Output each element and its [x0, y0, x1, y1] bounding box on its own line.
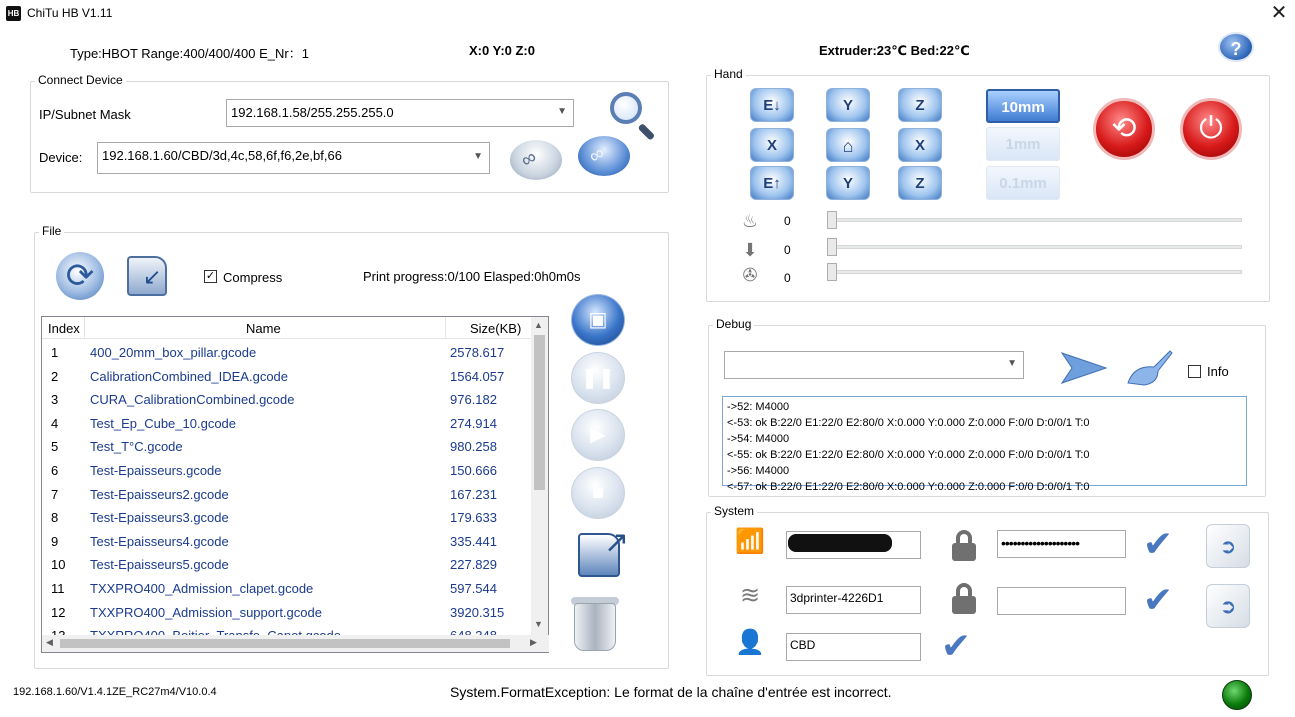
row-file-size: 274.914 — [450, 415, 497, 431]
row-file-size: 2578.617 — [450, 345, 505, 360]
info-label: Info — [1207, 364, 1229, 379]
position-readout: X:0 Y:0 Z:0 — [469, 43, 535, 58]
device-label: Device: — [39, 150, 83, 165]
close-icon[interactable]: ✕ — [1270, 2, 1288, 24]
print-progress: Print progress:0/100 Elasped:0h0m0s — [363, 269, 581, 284]
row-index: 12 — [51, 604, 66, 620]
scroll-thumb[interactable] — [534, 335, 545, 490]
sd-export-button[interactable]: ↗ — [574, 525, 634, 585]
connect-device-legend: Connect Device — [35, 73, 126, 87]
table-row[interactable] — [42, 412, 532, 436]
fan-speed-value: 0 — [784, 271, 791, 285]
row-file-name: Test-Epaisseurs.gcode — [90, 463, 222, 478]
table-row[interactable] — [42, 388, 532, 412]
row-index: 4 — [51, 415, 59, 431]
table-row[interactable] — [42, 483, 532, 507]
column-index[interactable]: Index — [48, 321, 80, 336]
pause-button[interactable] — [571, 352, 625, 404]
upload-to-sd-button[interactable]: ↙ — [125, 252, 175, 300]
row-file-size: 3920.315 — [450, 604, 505, 620]
power-off-button[interactable] — [1180, 98, 1242, 160]
table-row[interactable] — [42, 506, 532, 530]
extruder-slider-track[interactable] — [828, 218, 1242, 222]
print-button[interactable] — [571, 294, 625, 346]
extruder-target-value: 0 — [784, 214, 791, 228]
table-row[interactable] — [42, 553, 532, 577]
row-file-size: 227.829 — [450, 557, 497, 573]
row-file-size: 167.231 — [450, 486, 497, 502]
column-name[interactable]: Name — [246, 321, 281, 336]
printer-type-info: Type:HBOT Range:400/400/400 E_Nr：1 — [70, 46, 309, 61]
error-message: System.FormatException: Le format de la chaîne d'entrée est incorrect. — [450, 684, 892, 700]
row-index: 10 — [51, 557, 66, 573]
chain-link-icon: ∞ — [517, 145, 541, 173]
chevron-down-icon: ▼ — [473, 151, 483, 162]
log-line: ->54: M4000 — [727, 433, 790, 445]
broom-icon — [1124, 347, 1174, 387]
extruder-slider-thumb[interactable] — [827, 211, 837, 229]
refresh-icon: ⟳ — [65, 257, 95, 295]
table-row[interactable] — [42, 577, 532, 601]
extrude-down-button[interactable]: E↓ — [750, 88, 794, 122]
scroll-down-icon[interactable]: ▼ — [534, 619, 543, 629]
redacted-ap-name — [788, 534, 892, 552]
stop-icon: ■ — [591, 482, 605, 504]
ip-subnet-value: 192.168.1.58/255.255.255.0 — [231, 105, 394, 120]
row-file-name: TXXPRO400_Admission_support.gcode — [90, 604, 322, 620]
help-icon[interactable]: ? — [1218, 32, 1254, 62]
table-row[interactable] — [42, 601, 532, 625]
row-file-name: TXXPRO400_Admission_clapet.gcode — [90, 581, 314, 596]
lock-icon — [950, 530, 978, 562]
file-list[interactable] — [41, 316, 549, 653]
username-input[interactable]: CBD — [786, 633, 921, 661]
home-button[interactable]: ⌂ — [826, 128, 870, 162]
row-file-size: 980.258 — [450, 439, 497, 455]
row-file-name: Test_Ep_Cube_10.gcode — [90, 415, 237, 431]
access-point-icon: 📶 — [735, 528, 765, 555]
row-file-name: Test-Epaisseurs4.gcode — [90, 533, 229, 549]
fan-icon: ✇ — [742, 265, 758, 285]
z-minus-button[interactable]: Z — [898, 166, 942, 200]
power-icon: ⏻ — [1199, 112, 1223, 145]
fan-slider-thumb[interactable] — [827, 263, 837, 281]
log-line: ->52: M4000 — [727, 401, 790, 413]
connect-button[interactable] — [578, 136, 630, 176]
device-combo[interactable] — [97, 142, 490, 174]
refresh-files-button[interactable] — [56, 252, 104, 300]
wifi-password-input[interactable] — [997, 587, 1126, 615]
bed-slider-thumb[interactable] — [827, 238, 837, 256]
bed-target-value: 0 — [784, 243, 791, 257]
stop-button[interactable] — [571, 467, 625, 519]
row-file-size: 597.544 — [450, 581, 497, 596]
ap-password-input[interactable]: •••••••••••••••••••• — [997, 530, 1126, 558]
compress-label: Compress — [223, 270, 283, 285]
chevron-down-icon: ▼ — [1007, 358, 1017, 369]
row-index: 1 — [51, 345, 59, 360]
debug-legend: Debug — [713, 317, 754, 331]
table-row[interactable] — [42, 459, 532, 483]
row-file-name: Test-Epaisseurs3.gcode — [90, 510, 229, 526]
row-file-size: 976.182 — [450, 392, 497, 408]
scroll-left-icon[interactable]: ◀ — [46, 637, 53, 647]
row-file-size: 150.666 — [450, 463, 497, 478]
delete-file-button[interactable] — [566, 595, 626, 655]
checkmark-icon: ✔ — [940, 625, 972, 666]
debug-log[interactable] — [722, 396, 1247, 493]
lock-icon — [950, 583, 978, 615]
temperature-readout: Extruder:23℃ Bed:22℃ — [819, 43, 970, 58]
log-line: <-57: ok B:22/0 E1:22/0 E2:80/0 X:0.000 Y:0.000 Z:0.000 F:0/0 D:0/0/1 T:0 — [727, 481, 1090, 493]
log-line: <-53: ok B:22/0 E1:22/0 E2:80/0 X:0.000 Y:0.000 Z:0.000 F:0/0 D:0/0/1 T:0 — [727, 417, 1090, 429]
row-index: 2 — [51, 368, 59, 384]
save-icon: ➲ — [1219, 596, 1237, 618]
connect-device-group — [30, 73, 669, 193]
device-value: 192.168.1.60/CBD/3d,4c,58,6f,f6,2e,bf,66 — [102, 148, 342, 163]
step-1mm-button[interactable]: 1mm — [986, 127, 1060, 161]
table-row[interactable] — [42, 341, 532, 365]
table-row[interactable] — [42, 435, 532, 459]
row-index: 9 — [51, 533, 59, 549]
checkmark-icon: ✔ — [1142, 523, 1174, 564]
confirm-ap-button[interactable] — [1130, 523, 1186, 564]
disconnect-button[interactable] — [510, 140, 562, 180]
row-index: 11 — [51, 581, 65, 596]
user-icon: 👤 — [735, 629, 765, 656]
title-bar — [0, 0, 1295, 28]
x-minus-button[interactable]: X — [750, 128, 794, 162]
x-plus-button[interactable]: X — [898, 128, 942, 162]
device-address-status: 192.168.1.60/V1.4.1ZE_RC27m4/V10.0.4 — [13, 686, 217, 698]
step-0.1mm-button[interactable]: 0.1mm — [986, 166, 1060, 200]
row-file-name: CURA_CalibrationCombined.gcode — [90, 392, 295, 408]
horizontal-scrollbar[interactable] — [42, 635, 549, 652]
flame-icon: ♨ — [741, 211, 759, 231]
row-index: 3 — [51, 392, 59, 408]
vertical-scrollbar[interactable] — [531, 317, 548, 635]
reset-icon: ⟲ — [1111, 112, 1137, 145]
resume-button[interactable] — [571, 409, 625, 461]
checkmark-icon: ✔ — [1142, 579, 1174, 620]
compress-checkbox[interactable]: ✓ — [205, 270, 216, 282]
y-plus-button[interactable]: Y — [826, 88, 870, 122]
hand-legend: Hand — [711, 67, 746, 81]
table-row[interactable] — [42, 530, 532, 554]
window-title: ChiTu HB V1.11 — [27, 6, 113, 20]
bed-slider-track[interactable] — [828, 245, 1242, 249]
send-icon — [1060, 349, 1108, 387]
chevron-down-icon: ▼ — [557, 106, 567, 117]
table-row[interactable] — [42, 365, 532, 389]
scroll-thumb[interactable] — [60, 639, 510, 648]
scroll-up-icon[interactable]: ▲ — [534, 320, 543, 330]
log-line: <-55: ok B:22/0 E1:22/0 E2:80/0 X:0.000 Y:0.000 Z:0.000 F:0/0 D:0/0/1 T:0 — [727, 449, 1090, 461]
ip-subnet-combo[interactable] — [226, 99, 574, 127]
fan-slider-track[interactable] — [828, 270, 1242, 274]
chain-link-icon: ∞ — [585, 141, 609, 169]
log-line: ->56: M4000 — [727, 465, 790, 477]
search-device-button[interactable] — [608, 90, 656, 140]
row-file-name: 400_20mm_box_pillar.gcode — [90, 345, 257, 360]
connection-status-led — [1222, 680, 1252, 710]
wifi-ssid-input[interactable]: 3dprinter-4226D1 — [786, 586, 921, 614]
print-icon: ▣ — [588, 309, 608, 331]
reset-button[interactable] — [1093, 98, 1155, 160]
row-file-name: Test_T°C.gcode — [90, 439, 183, 455]
step-10mm-button[interactable]: 10mm — [986, 89, 1060, 123]
row-file-size: 335.441 — [450, 533, 497, 549]
file-list-header — [42, 317, 532, 339]
row-index: 5 — [51, 439, 59, 455]
row-file-name: Test-Epaisseurs5.gcode — [90, 557, 229, 573]
extrude-up-button[interactable]: E↑ — [750, 166, 794, 200]
confirm-username-button[interactable] — [928, 625, 984, 666]
send-command-button[interactable] — [1060, 349, 1108, 387]
file-legend: File — [39, 224, 64, 238]
bed-icon: ⬇ — [742, 240, 758, 260]
clear-log-button[interactable] — [1124, 347, 1174, 387]
y-minus-button[interactable]: Y — [826, 166, 870, 200]
z-plus-button[interactable]: Z — [898, 88, 942, 122]
row-file-name: Test-Epaisseurs2.gcode — [90, 486, 229, 502]
ip-subnet-label: IP/Subnet Mask — [39, 107, 131, 122]
magnifier-icon — [610, 92, 642, 124]
save-icon: ➲ — [1219, 536, 1237, 558]
row-index: 6 — [51, 463, 59, 478]
wifi-icon: ≋ — [739, 582, 761, 609]
column-size[interactable]: Size(KB) — [470, 321, 522, 336]
confirm-wifi-button[interactable] — [1130, 579, 1186, 620]
row-index: 7 — [51, 486, 59, 502]
play-icon: ▶ — [590, 424, 606, 446]
scroll-right-icon[interactable]: ▶ — [530, 637, 537, 647]
save-wifi-button[interactable] — [1206, 584, 1250, 628]
system-legend: System — [711, 504, 757, 518]
trash-icon — [574, 603, 616, 651]
row-file-size: 179.633 — [450, 510, 497, 526]
row-file-name: CalibrationCombined_IDEA.gcode — [90, 368, 289, 384]
gcode-command-combo[interactable] — [724, 351, 1024, 379]
info-checkbox[interactable] — [1188, 365, 1201, 378]
row-file-size: 1564.057 — [450, 368, 505, 384]
app-icon: HB — [6, 6, 21, 21]
row-index: 8 — [51, 510, 59, 526]
pause-icon: ❚❚ — [581, 367, 615, 389]
save-ap-button[interactable] — [1206, 524, 1250, 568]
